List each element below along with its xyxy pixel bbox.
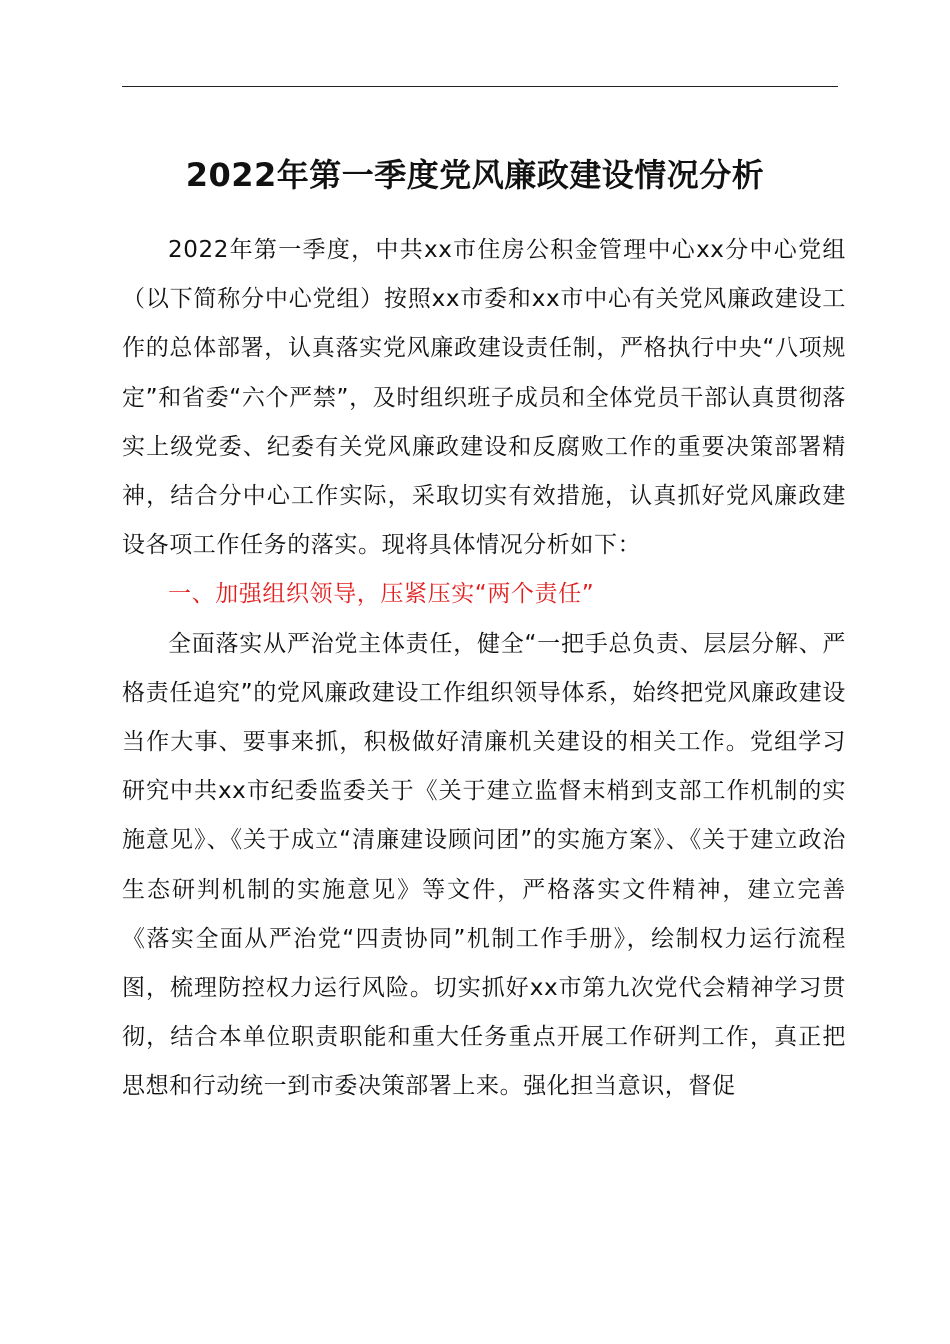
intro-paragraph: 2022年第一季度，中共xx市住房公积金管理中心xx分中心党组（以下简称分中心党组）按照xx市委和xx市中心有关党风廉政建设工作的总体部署，认真落实党风廉政建设责任制，严格执行中央“八项规定”和省委“六个严禁”，及时组织班子成员和全体党员干部认真贯彻落实上级党委、纪委有关党风廉政建设和反腐败工作的重要决策部署精神，结合分中心工作实际，采取切实有效措施，认真抓好党风廉政建设各项工作任务的落实。现将具体情况分析如下： <box>122 237 846 559</box>
section-1-paragraph: 全面落实从严治党主体责任，健全“一把手总负责、层层分解、严格责任追究”的党风廉政建设工作组织领导体系，始终把党风廉政建设当作大事、要事来抓，积极做好清廉机关建设的相关工作。党组学习研究中共xx市纪委监委关于《关于建立监督末梢到支部工作机制的实施意见》、《关于成立“清廉建设顾问团”的实施方案》、《关于建立政治生态研判机制的实施意见》等文件，严格落实文件精神，建立完善《落实全面从严治党“四责协同”机制工作手册》，绘制权力运行流程图，梳理防控权力运行风险。切实抓好xx市第九次党代会精神学习贯彻，结合本单位职责职能和重大任务重点开展工作研判工作，真正把思想和行动统一到市委决策部署上来。强化担当意识，督促 <box>122 630 846 1100</box>
document-body <box>122 226 846 1112</box>
document-title: 2022年第一季度党风廉政建设情况分析 <box>185 156 765 194</box>
header-rule <box>122 86 838 87</box>
section-heading-1: 一、加强组织领导，压紧压实“两个责任” <box>168 581 595 608</box>
